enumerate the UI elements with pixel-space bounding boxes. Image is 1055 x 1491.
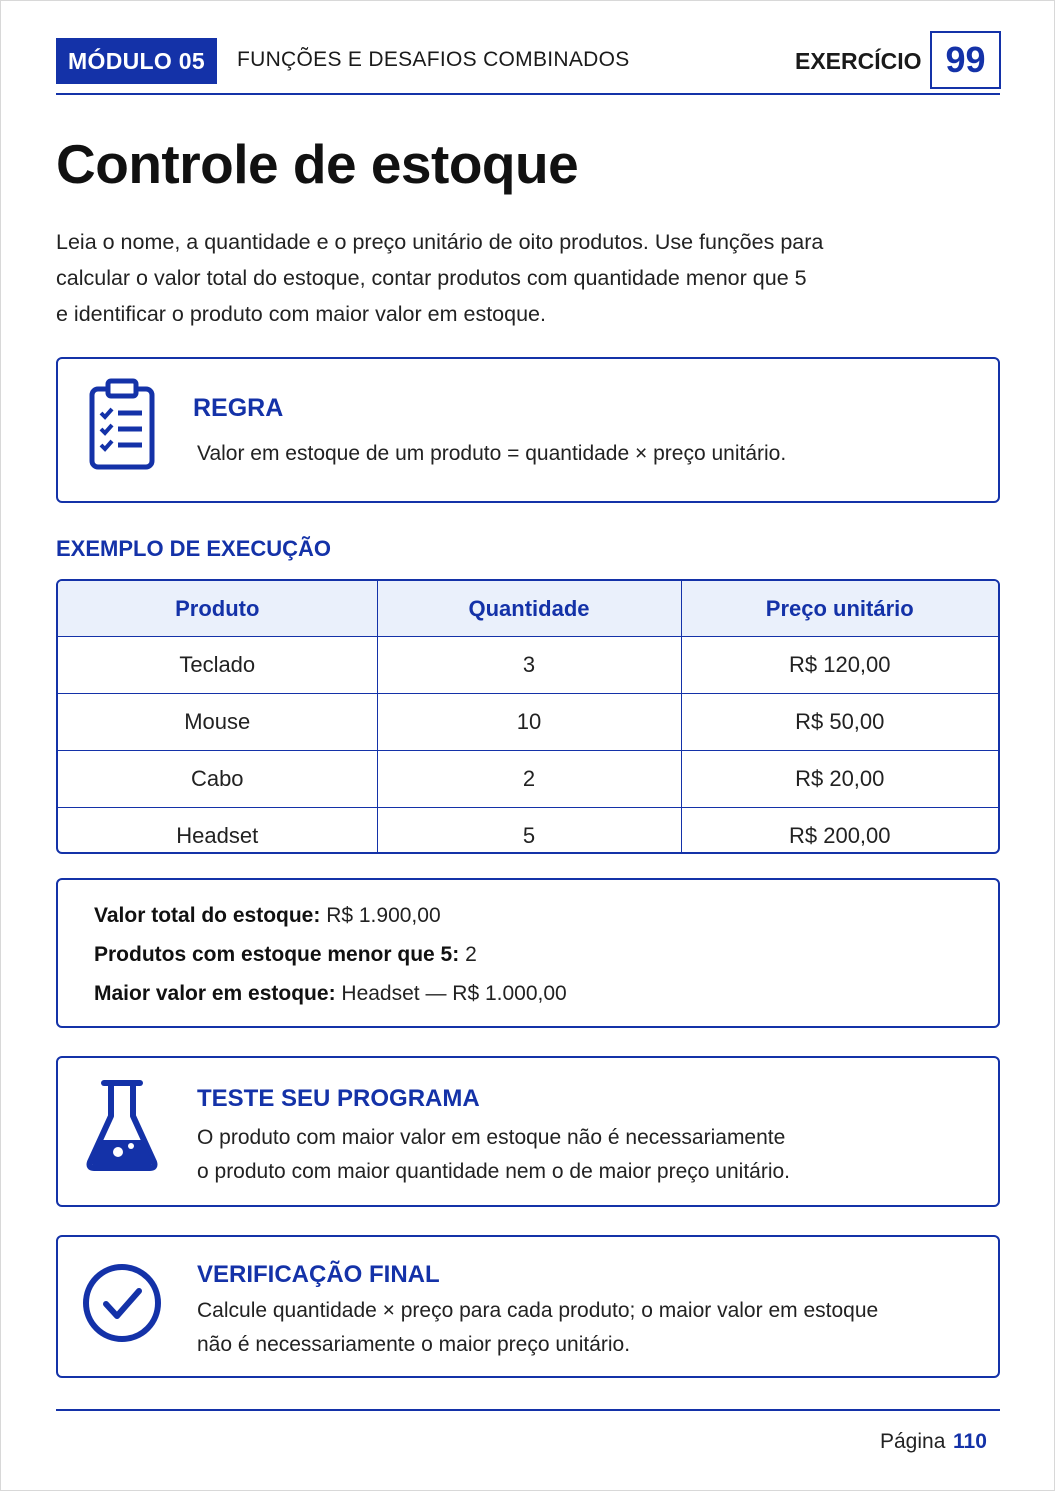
test-box [56,1056,1000,1207]
test-text-line: O produto com maior valor em estoque não é necessariamente [197,1126,786,1149]
example-table [56,579,1000,854]
test-title: TESTE SEU PROGRAMA [197,1085,480,1112]
table-cell: 5 [377,808,681,855]
final-check-title: VERIFICAÇÃO FINAL [197,1261,440,1288]
rule-text: Valor em estoque de um produto = quantidade × preço unitário. [197,442,787,465]
table-cell: 3 [377,637,681,694]
table-cell: R$ 50,00 [681,694,998,751]
intro-line: calcular o valor total do estoque, contar produtos com quantidade menor que 5 [56,266,807,290]
table-row [58,637,998,694]
final-check-text-line: Calcule quantidade × preço para cada produto; o maior valor em estoque [197,1299,879,1322]
table-cell: R$ 200,00 [681,808,998,855]
check-circle-icon [82,1260,162,1346]
table-row [58,751,998,808]
result-max-value: Headset — R$ 1.000,00 [341,982,567,1005]
result-count-label: Produtos com estoque menor que 5: [94,943,460,966]
results-box [56,878,1000,1028]
result-count [94,943,477,967]
intro-line: e identificar o produto com maior valor em estoque. [56,302,546,326]
intro-paragraph [56,224,876,332]
page-number: 110 [953,1430,987,1453]
test-text [197,1121,790,1189]
exercise-number: 99 [930,31,1001,89]
test-text-line: o produto com maior quantidade nem o de maior preço unitário. [197,1160,791,1183]
page-label: Página [880,1430,946,1453]
footer-divider [56,1409,1000,1411]
table-cell: Cabo [58,751,377,808]
final-check-box [56,1235,1000,1378]
table-cell: Teclado [58,637,377,694]
table-cell: Mouse [58,694,377,751]
intro-line: Leia o nome, a quantidade e o preço unitário de oito produtos. Use funções para [56,230,824,254]
exercise-label: EXERCÍCIO [795,48,922,74]
header-divider [56,93,1000,95]
table-cell: 2 [377,751,681,808]
clipboard-checklist-icon [88,377,156,471]
table-row [58,694,998,751]
table-cell: R$ 20,00 [681,751,998,808]
result-max-label: Maior valor em estoque: [94,982,336,1005]
column-header: Produto [58,581,377,637]
module-badge: MÓDULO 05 [56,38,217,84]
module-title: FUNÇÕES E DESAFIOS COMBINADOS [237,48,630,71]
table-cell: Headset [58,808,377,855]
rule-title: REGRA [193,394,284,422]
example-section-label: EXEMPLO DE EXECUÇÃO [56,536,332,561]
page-title: Controle de estoque [56,133,579,195]
column-header: Preço unitário [681,581,998,637]
table-cell: R$ 120,00 [681,637,998,694]
page-header [56,36,1000,94]
flask-icon [84,1078,160,1174]
result-total-value: R$ 1.900,00 [326,904,441,927]
result-count-value: 2 [465,943,477,966]
table-row [58,808,998,855]
table-header-row [58,581,998,637]
result-total [94,904,441,928]
result-total-label: Valor total do estoque: [94,904,321,927]
rule-box [56,357,1000,503]
result-max [94,982,567,1006]
final-check-text-line: não é necessariamente o maior preço unitário. [197,1333,631,1356]
column-header: Quantidade [377,581,681,637]
table-cell: 10 [377,694,681,751]
final-check-text [197,1294,878,1362]
